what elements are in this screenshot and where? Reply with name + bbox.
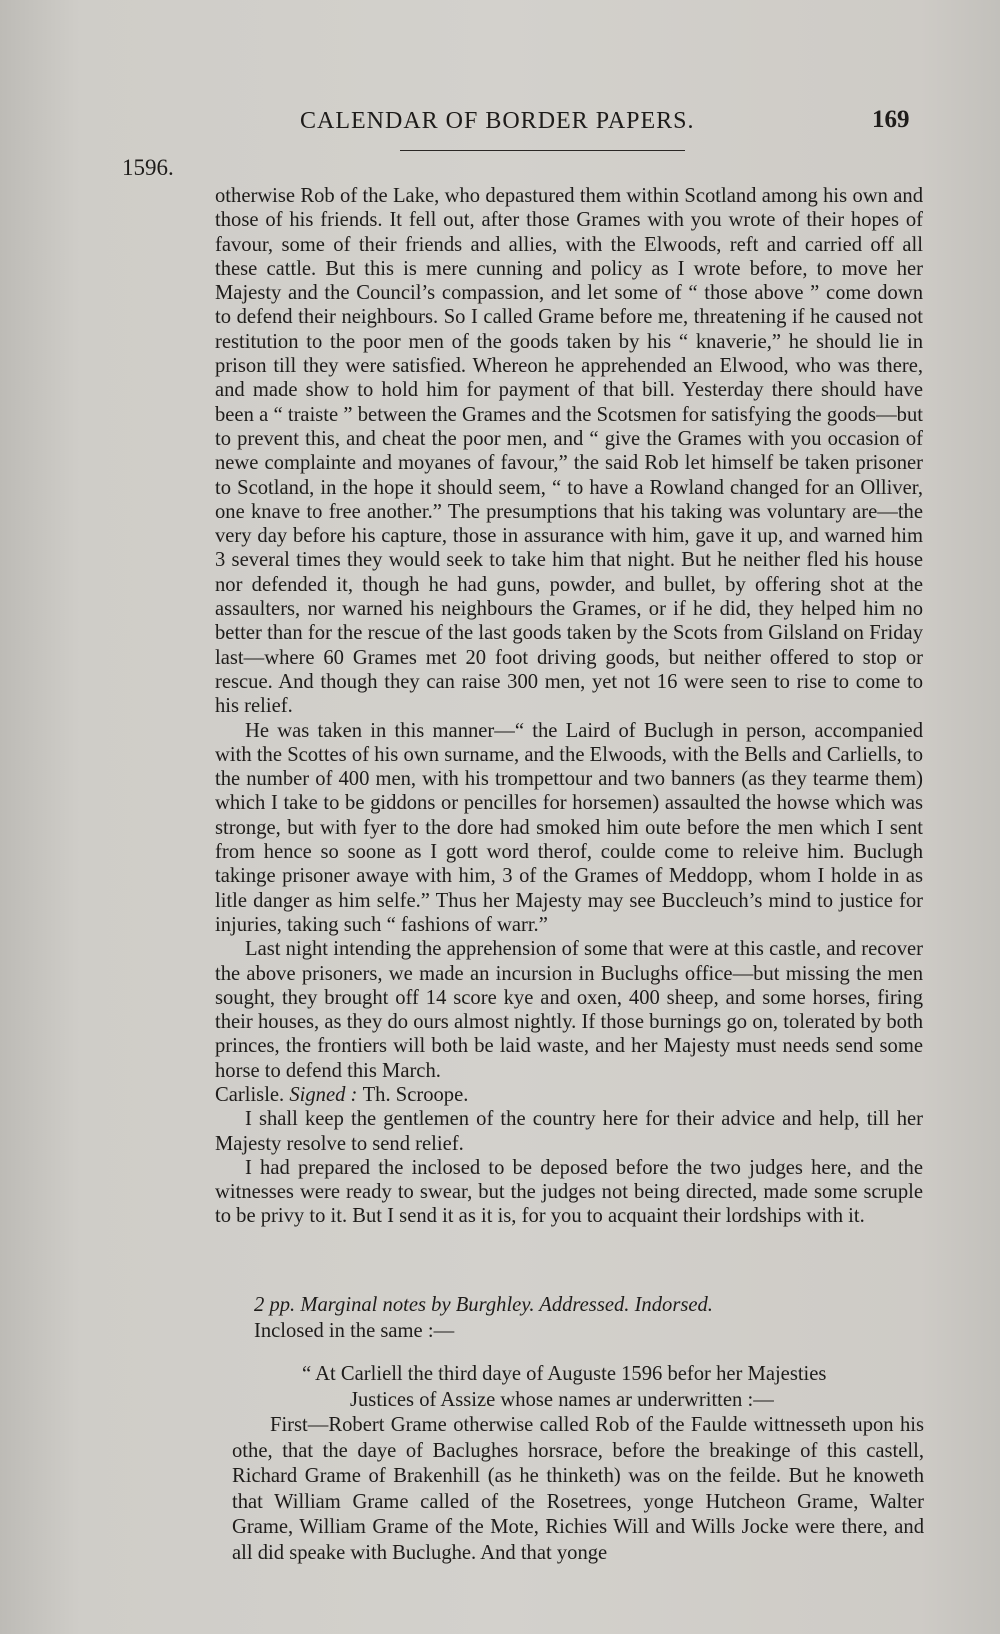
- signed-label: Signed :: [289, 1083, 363, 1106]
- paragraph: otherwise Rob of the Lake, who depastured them within Scotland among his own and those of his friends. It fell out, after those Grames with you wrote of their hopes of favour, some of their friends and allies, with the Elwoods, reft and carried off all these cattle. But this is mere cunning and policy as I wrote before, to move her Majesty and the Council’s compassion, and let some of “ those above ” come down to defend their neighbours. So I called Grame before me, threatening if he caused not restitution to the poor men of the goods taken by his “ knaverie,” he should lie in prison till they were satisfied. Whereon he apprehended an Elwood, who was there, and made show to hold him for payment of that bill. Yesterday there should have been a “ traiste ” between the Grames and the Scotsmen for satisfying the goods—but to prevent this, and cheat the poor men, and “ give the Grames with you occasion of newe complainte and moyanes of favour,” the said Rob let himself be taken prisoner to Scotland, in the hope it should seem, “ to have a Rowland changed for an Olliver, one knave to free another.” The presumptions that his taking was voluntary are—the very day before his capture, those in assurance with him, gave it up, and warned him 3 several times they would seek to take him that night. But he neither fled his house nor defended it, though he had guns, powder, and bullet, by offering shot at the assaulters, nor warned his neighbours the Grames, or if he did, they helped him no better than for the rescue of the last goods taken by the Scots from Gilsland on Friday last—where 60 Grames met 20 foot driving goods, but neither offered to stop or rescue. And though they can raise 300 men, yet not 16 were seen to rise to come to his relief.: [215, 185, 923, 718]
- note-description: Marginal notes by Burghley. Addressed. Indorsed.: [300, 1294, 713, 1316]
- enclosure: [232, 1362, 924, 1566]
- enclosure-subheading: Justices of Assize whose names ar underwritten :—: [350, 1388, 774, 1411]
- postscript: I had prepared the inclosed to be deposed before the two judges here, and the witnesses were ready to swear, but the judges not being directed, made some scruple to be privy to it. But I send it as it is, for you to acquaint their lordships with it.: [215, 1156, 923, 1228]
- enclosure-text: First—Robert Grame otherwise called Rob of the Faulde wittnesseth upon his othe, that the daye of Baclughes horsrace, before the breakinge of this castell, Richard Grame of Brakenhill (as he thinketh) was on the feilde. But he knoweth that William Grame called of the Rosetrees, yonge Hutcheon Grame, Walter Grame, William Grame of the Mote, Richies Will and Wills Jocke were there, and all did speake with Buclughe. And that yonge: [232, 1414, 924, 1564]
- editorial-note: [254, 1292, 924, 1344]
- paragraph: He was taken in this manner—“ the Laird of Buclugh in person, accompanied with the Scottes of his own surname, and the Elwoods, with the Bells and Carliells, to the number of 400 men, with his trompettour and two banners (as they tearme them) which I take to be giddons or pencilles for horsemen) assaulted the howse which was stronge, but with fyer to the dore had smoked him oute before the men which I sent from hence so soone as I gott word therof, coulde come to releive him. Buclugh takinge prisoner awaye with him, 3 of the Grames of Meddopp, whom I holde in as litle danger as him selfe.” Thus her Majesty may see Buccleuch’s mind to justice for injuries, taking such “ fashions of warr.”: [215, 719, 923, 936]
- paragraph: Last night intending the apprehension of some that were at this castle, and recover the above prisoners, we made an incursion in Buclughs office—but missing the men sought, they brought off 14 score kye and oxen, 400 sheep, and some horses, firing their houses, as they do ours almost nightly. If those burnings go on, tolerated by both princes, the frontiers will both be laid waste, and her Majesty must needs send some horse to defend this March.: [215, 938, 923, 1082]
- page-count: 2 pp.: [254, 1294, 301, 1316]
- page-title: CALENDAR OF BORDER PAPERS.: [300, 108, 695, 134]
- year-marker: 1596.: [122, 155, 174, 180]
- letter-body: [215, 184, 923, 1229]
- enclosure-heading: “ At Carliell the third daye of Auguste 1596 befor her Majesties: [302, 1363, 827, 1385]
- header-rule: [400, 150, 685, 151]
- page-number: 169: [872, 106, 910, 133]
- signature-line: [215, 1083, 923, 1107]
- postscript: I shall keep the gentlemen of the country here for their advice and help, till her Majesty resolve to send relief.: [215, 1108, 923, 1155]
- running-head: [0, 108, 1000, 138]
- signature-place: Carlisle.: [215, 1083, 290, 1106]
- note-line: [254, 1292, 924, 1318]
- inclosed-label: Inclosed in the same :—: [254, 1320, 455, 1342]
- signatory-name: Th. Scroope.: [362, 1083, 469, 1106]
